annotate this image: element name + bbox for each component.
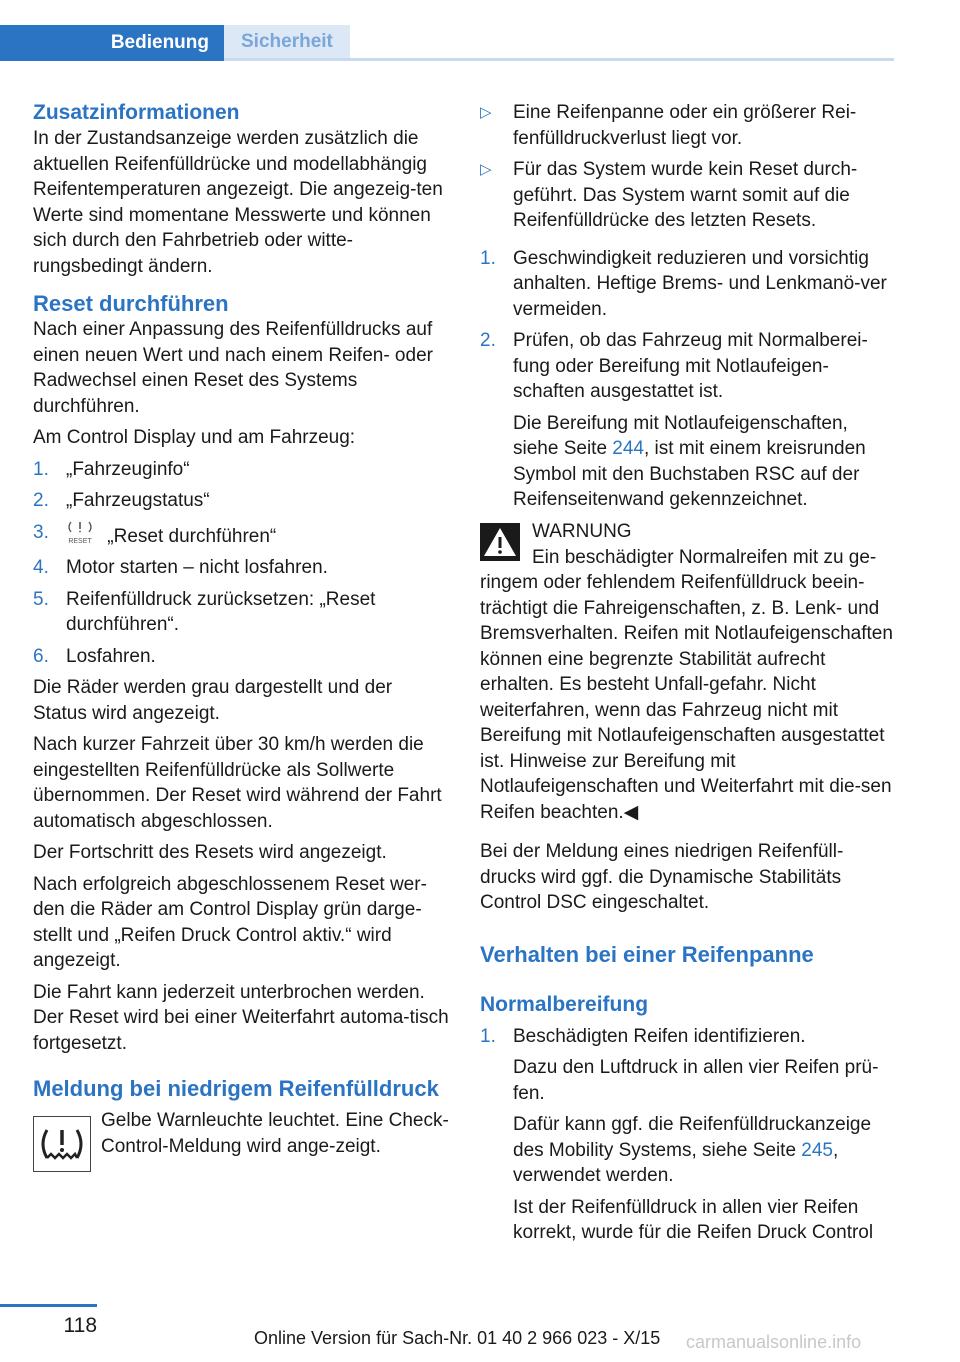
list-item [480,328,895,405]
normalbereifung-steps [480,1024,895,1050]
list-item [33,457,451,483]
warning-block [480,519,895,563]
triangle-bullet-icon: ▷ [480,104,492,121]
step-text: Beschädigten Reifen identifizieren. [513,1025,806,1047]
bullet-text: Für das System wurde kein Reset durch‐geführt. Das System warnt somit auf die Reifenfülldrücke des letzten Resets. [513,159,858,231]
page-number: 118 [63,1314,97,1337]
tab-sicherheit[interactable]: Sicherheit [224,25,350,58]
left-column [33,100,451,1159]
condition-bullets [480,100,895,234]
tire-reset-icon [66,520,94,546]
step-number: 5. [33,588,49,610]
sub-paragraph: Ist der Reifenfülldruck in allen vier Reifen korrekt, wurde für die Reifen Druck Control [513,1196,874,1243]
paragraph: Die Räder werden grau dargestellt und der Status wird angezeigt. [33,677,393,724]
step-number: 2. [33,490,49,511]
warning-text: Ein beschädigter Normalreifen mit zu ge‐ringem oder fehlendem Reifenfülldruck beein‐trächtigt die Fahreigenschaften, z. B. Lenk- und Bremsverhalten. Reifen mit Notlaufeigenschaften können eine begrenzte Stabilität aufrecht erhalten. Es besteht Unfall‐gefahr. Nicht weiterfahren, wenn das Fahrzeug nicht mit Bereifung mit Notlaufeigenschaften ausgestattet ist. Hinweise zur Bereifung mit Notlaufeigenschaften und Weiterfahrt mit die‐sen Reifen beachten.◀ [480,546,893,823]
sub-paragraph: Dazu den Luftdruck in allen vier Reifen prü‐fen. [513,1057,879,1104]
text-run: , verwendet werden. [513,1139,839,1186]
paragraph: Der Fortschritt des Resets wird angezeigt. [33,842,387,863]
procedure-steps [480,246,895,405]
section-title-reifenpanne: Verhalten bei einer Reifenpanne [480,941,814,967]
paragraph: In der Zustandsanzeige werden zusätzlich die aktuellen Reifenfülldrücke und modellabhängig Reifentemperaturen angezeigt. Die angezeig‐ten Werte sind momentane Messwerte und können sich durch den Fahrbetrieb oder witte‐rungsbedingt ändern. [33,128,443,277]
step-number: 6. [33,645,49,667]
step-number: 4. [33,557,49,578]
page-link-244[interactable]: 244 [612,438,644,459]
paragraph: Bei der Meldung eines niedrigen Reifenfüll‐drucks wird ggf. die Dynamische Stabilitäts Control DSC eingeschaltet. [480,841,844,913]
paragraph: Nach einer Anpassung des Reifenfülldrucks auf einen neuen Wert und nach einem Reifen- oder Radwechsel einen Reset des Systems durchführen. [33,319,433,417]
footer-note: Online Version für Sach-Nr. 01 40 2 966 023 - X/15 [254,1328,661,1348]
paragraph: Die Fahrt kann jederzeit unterbrochen werden. Der Reset wird bei einer Weiterfahrt automa‐tisch fortgesetzt. [33,981,449,1054]
sub-paragraph [480,1112,895,1189]
sub-paragraph [480,411,895,513]
list-item [33,587,451,638]
step-text: Losfahren. [66,645,156,667]
list-item [33,555,451,581]
list-item [480,246,895,323]
bullet-text: Eine Reifenpanne oder ein größerer Rei‐fenfülldruckverlust liegt vor. [513,102,857,149]
text-run: Die Bereifung mit Notlaufeigenschaften, siehe Seite [513,412,848,459]
reset-steps-list [33,457,451,670]
step-number: 3. [33,521,49,543]
step-text: „Fahrzeuginfo“ [66,458,190,480]
step-text: „Reset durchführen“ [107,525,277,547]
paragraph: Nach erfolgreich abgeschlossenem Reset wer‐den die Räder am Control Display grün darge‐stellt und „Reifen Druck Control aktiv.“ wird angezeigt. [33,873,427,971]
section-title-normalbereifung: Normalbereifung [480,992,649,1016]
paragraph: Am Control Display und am Fahrzeug: [33,427,356,448]
warning-lamp-text: Gelbe Warnleuchte leuchtet. Eine Check-Control-Meldung wird ange‐zeigt. [101,1110,449,1157]
step-text: Geschwindigkeit reduzieren und vorsichtig anhalten. Heftige Brems- und Lenkmanö‐ver vermeiden. [513,247,887,320]
list-item [480,157,895,234]
section-title-zusatzinformationen: Zusatzinformationen [33,101,240,124]
step-number: 1. [480,247,496,269]
text-run: , ist mit einem kreisrunden Symbol mit den Buchstaben RSC auf der Reifenseitenwand gekennzeichnet. [513,438,866,510]
tab-bedienung[interactable]: Bedienung [0,25,224,61]
warning-lamp-row [33,1108,451,1159]
chapter-tabs [0,25,894,61]
paragraph: Nach kurzer Fahrzeit über 30 km/h werden die eingestellten Reifenfülldrücke als Sollwerte übernommen. Der Reset wird während der Fahrt automatisch abgeschlossen. [33,734,442,832]
watermark: carmanualsonline.info [686,1332,862,1352]
list-item [480,100,895,151]
list-item [33,488,451,514]
right-column [480,100,895,1252]
triangle-bullet-icon: ▷ [480,161,492,178]
warning-triangle-icon [480,523,520,561]
step-text: „Fahrzeugstatus“ [66,490,210,511]
warning-label: WARNUNG [532,520,632,542]
step-number: 2. [480,330,496,351]
footer-rule [0,1304,97,1307]
step-text: Reifenfülldruck zurücksetzen: „Reset durchführen“. [66,588,376,635]
list-item [33,644,451,670]
text-run: Dafür kann ggf. die Reifenfülldruckanzeige des Mobility Systems, siehe Seite [513,1114,872,1161]
section-title-reset: Reset durchführen [33,291,229,316]
list-item [480,1024,895,1050]
list-item [33,520,451,550]
step-number: 1. [480,1025,496,1047]
step-text: Motor starten – nicht losfahren. [66,557,328,578]
reset-icon-label: RESET [68,537,92,545]
page-link-245[interactable]: 245 [801,1139,833,1161]
step-number: 1. [33,458,49,480]
section-title-meldung: Meldung bei niedrigem Reifenfülldruck [33,1076,439,1101]
tire-pressure-warning-icon [33,1116,91,1172]
step-text: Prüfen, ob das Fahrzeug mit Normalberei‐fung oder Bereifung mit Notlaufeigen‐schaften ausgestattet ist. [513,330,868,402]
